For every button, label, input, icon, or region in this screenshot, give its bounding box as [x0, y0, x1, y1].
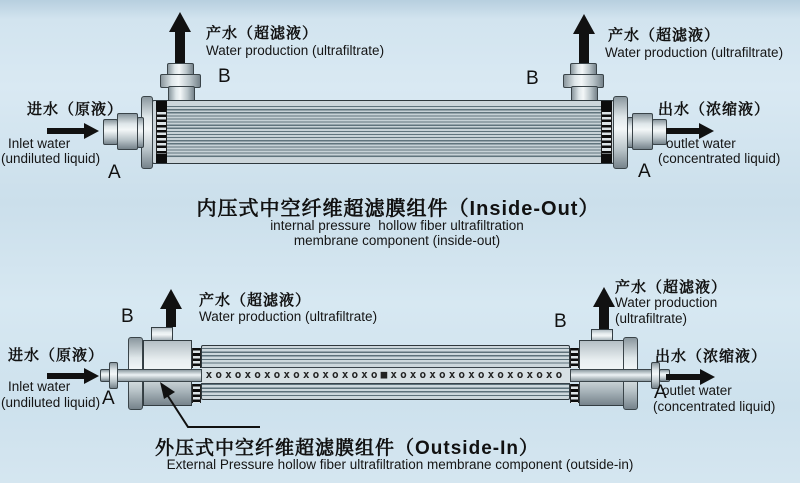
- label-outlet-en1: outlet water: [666, 136, 736, 151]
- label-water-production-zh: 产水（超滤液）: [608, 27, 721, 44]
- port-a-label: A: [654, 382, 667, 403]
- label-outlet-en1: outlet water: [662, 383, 732, 398]
- inside-out-title-zh: 内压式中空纤维超滤膜组件（Inside-Out）: [196, 198, 600, 220]
- inlet-fitting: [109, 362, 118, 389]
- up-arrow-icon: [593, 287, 615, 307]
- potting-comb: [156, 104, 167, 160]
- right-arrow-shaft: [666, 128, 699, 134]
- label-outlet-zh: 出水（浓缩液）: [658, 101, 771, 118]
- up-arrow-icon: [169, 12, 191, 32]
- inlet-fitting: [103, 119, 118, 145]
- outside-in-title-en: External Pressure hollow fiber ultrafiltration membrane component (outside-in): [166, 457, 634, 472]
- label-inlet-zh: 进水（原液）: [27, 101, 124, 118]
- up-arrow-shaft: [599, 305, 609, 330]
- inside-out-title-en2: membrane component (inside-out): [293, 233, 501, 248]
- outlet-fitting: [632, 113, 653, 150]
- fiber-bundle: [167, 106, 602, 158]
- potting-comb: [601, 104, 612, 160]
- potting-seal: [156, 101, 167, 110]
- label-water-production-zh: 产水（超滤液）: [615, 279, 728, 296]
- inside-out-title-en1: internal pressure hollow fiber ultrafiltration: [270, 218, 524, 233]
- port-b-label: B: [218, 66, 231, 87]
- outside-in-title-zh: 外压式中空纤维超滤膜组件（Outside-In）: [155, 438, 539, 459]
- potting-comb: [570, 348, 579, 368]
- right-arrow-icon: [84, 368, 99, 384]
- port-a-label: A: [102, 388, 115, 409]
- right-arrow-shaft: [47, 128, 84, 134]
- outlet-fitting: [652, 119, 667, 145]
- potting-seal: [601, 154, 612, 163]
- up-arrow-shaft: [175, 30, 185, 64]
- fiber-bundle: [202, 348, 569, 365]
- end-flange: [613, 96, 628, 169]
- label-water-production-en: Water production (ultrafiltrate): [199, 309, 378, 324]
- up-arrow-icon: [573, 14, 595, 34]
- inlet-fitting: [137, 117, 144, 148]
- potting-seal: [601, 101, 612, 110]
- port-b-label: B: [554, 311, 567, 332]
- potting-comb: [192, 348, 201, 368]
- label-water-production-en: Water production (ultrafiltrate): [605, 45, 784, 60]
- up-arrow-shaft: [166, 307, 176, 327]
- label-outlet-en2: (concentrated liquid): [653, 399, 776, 414]
- port-b-label: B: [526, 68, 539, 89]
- label-inlet-en2: (undiluted liquid): [1, 395, 101, 410]
- up-arrow-shaft: [579, 32, 589, 64]
- potting-seal: [156, 154, 167, 163]
- label-inlet-zh: 进水（原液）: [8, 347, 105, 364]
- perforated-core: xoxoxoxoxoxoxoxoxo■xoxoxoxoxoxoxoxoxo: [201, 367, 570, 384]
- label-outlet-en2: (concentrated liquid): [658, 151, 781, 166]
- label-water-production-en1: Water production: [615, 295, 718, 310]
- right-arrow-icon: [84, 123, 99, 139]
- port-a-label: A: [108, 162, 121, 183]
- center-tube: [570, 369, 655, 382]
- label-outlet-zh: 出水（浓缩液）: [655, 348, 768, 365]
- label-inlet-en1: Inlet water: [8, 136, 71, 151]
- potting-comb: [570, 384, 579, 403]
- label-water-production-en: Water production (ultrafiltrate): [206, 43, 385, 58]
- port-b-label: B: [121, 306, 134, 327]
- label-water-production-zh: 产水（超滤液）: [206, 25, 319, 42]
- label-inlet-en2: (undiluted liquid): [1, 151, 101, 166]
- pointer-line-icon: [140, 378, 265, 433]
- label-water-production-en2: (ultrafiltrate): [615, 311, 688, 326]
- label-water-production-zh: 产水（超滤液）: [199, 292, 312, 309]
- right-arrow-shaft: [666, 374, 700, 380]
- label-inlet-en1: Inlet water: [8, 379, 71, 394]
- up-arrow-icon: [160, 289, 182, 309]
- port-a-label: A: [638, 161, 651, 182]
